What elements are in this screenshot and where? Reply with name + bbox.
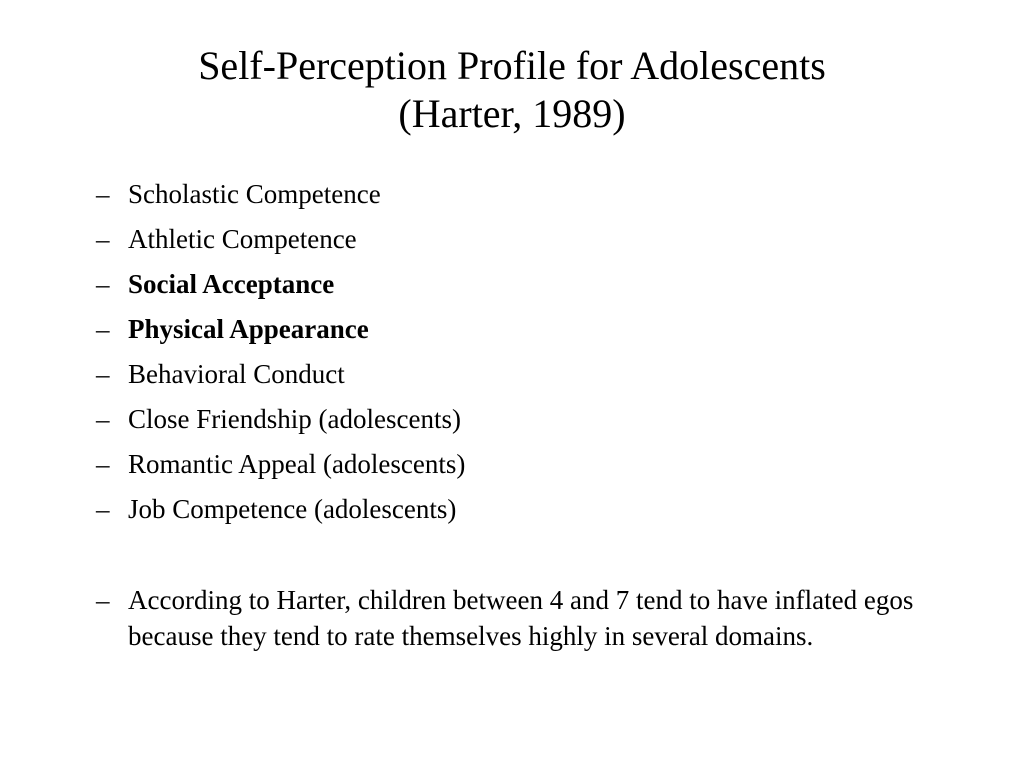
note-text: According to Harter, children between 4 and 7 tend to have inflated egos because they tend to rate themselves highly in several domains. xyxy=(128,585,914,651)
list-item-text: Social Acceptance xyxy=(128,269,335,299)
dash-bullet: – xyxy=(96,404,110,434)
list-item-athletic-competence xyxy=(96,217,956,262)
title-line-2: (Harter, 1989) xyxy=(398,91,626,136)
dash-bullet: – xyxy=(96,494,110,524)
list-item-behavioral-conduct xyxy=(96,352,956,397)
dash-bullet: – xyxy=(96,449,110,479)
dash-bullet: – xyxy=(96,314,110,344)
list-item-job-competence xyxy=(96,487,956,532)
list-item-romantic-appeal xyxy=(96,442,956,487)
list-item-text: Behavioral Conduct xyxy=(128,359,345,389)
list-item-text: Athletic Competence xyxy=(128,224,357,254)
list-item-social-acceptance xyxy=(96,262,956,307)
list-item-text: Physical Appearance xyxy=(128,314,369,344)
dash-bullet: – xyxy=(96,585,110,615)
list-item-text: Romantic Appeal (adolescents) xyxy=(128,449,466,479)
domain-list xyxy=(96,172,956,532)
list-item-scholastic-competence xyxy=(96,172,956,217)
dash-bullet: – xyxy=(96,224,110,254)
list-item-text: Scholastic Competence xyxy=(128,179,381,209)
list-item-text: Job Competence (adolescents) xyxy=(128,494,457,524)
dash-bullet: – xyxy=(96,179,110,209)
list-item-text: Close Friendship (adolescents) xyxy=(128,404,461,434)
list-item-close-friendship xyxy=(96,397,956,442)
list-item-physical-appearance xyxy=(96,307,956,352)
dash-bullet: – xyxy=(96,359,110,389)
harter-note xyxy=(96,582,956,654)
slide-title xyxy=(0,42,1024,138)
title-line-1: Self-Perception Profile for Adolescents xyxy=(198,43,826,88)
dash-bullet: – xyxy=(96,269,110,299)
